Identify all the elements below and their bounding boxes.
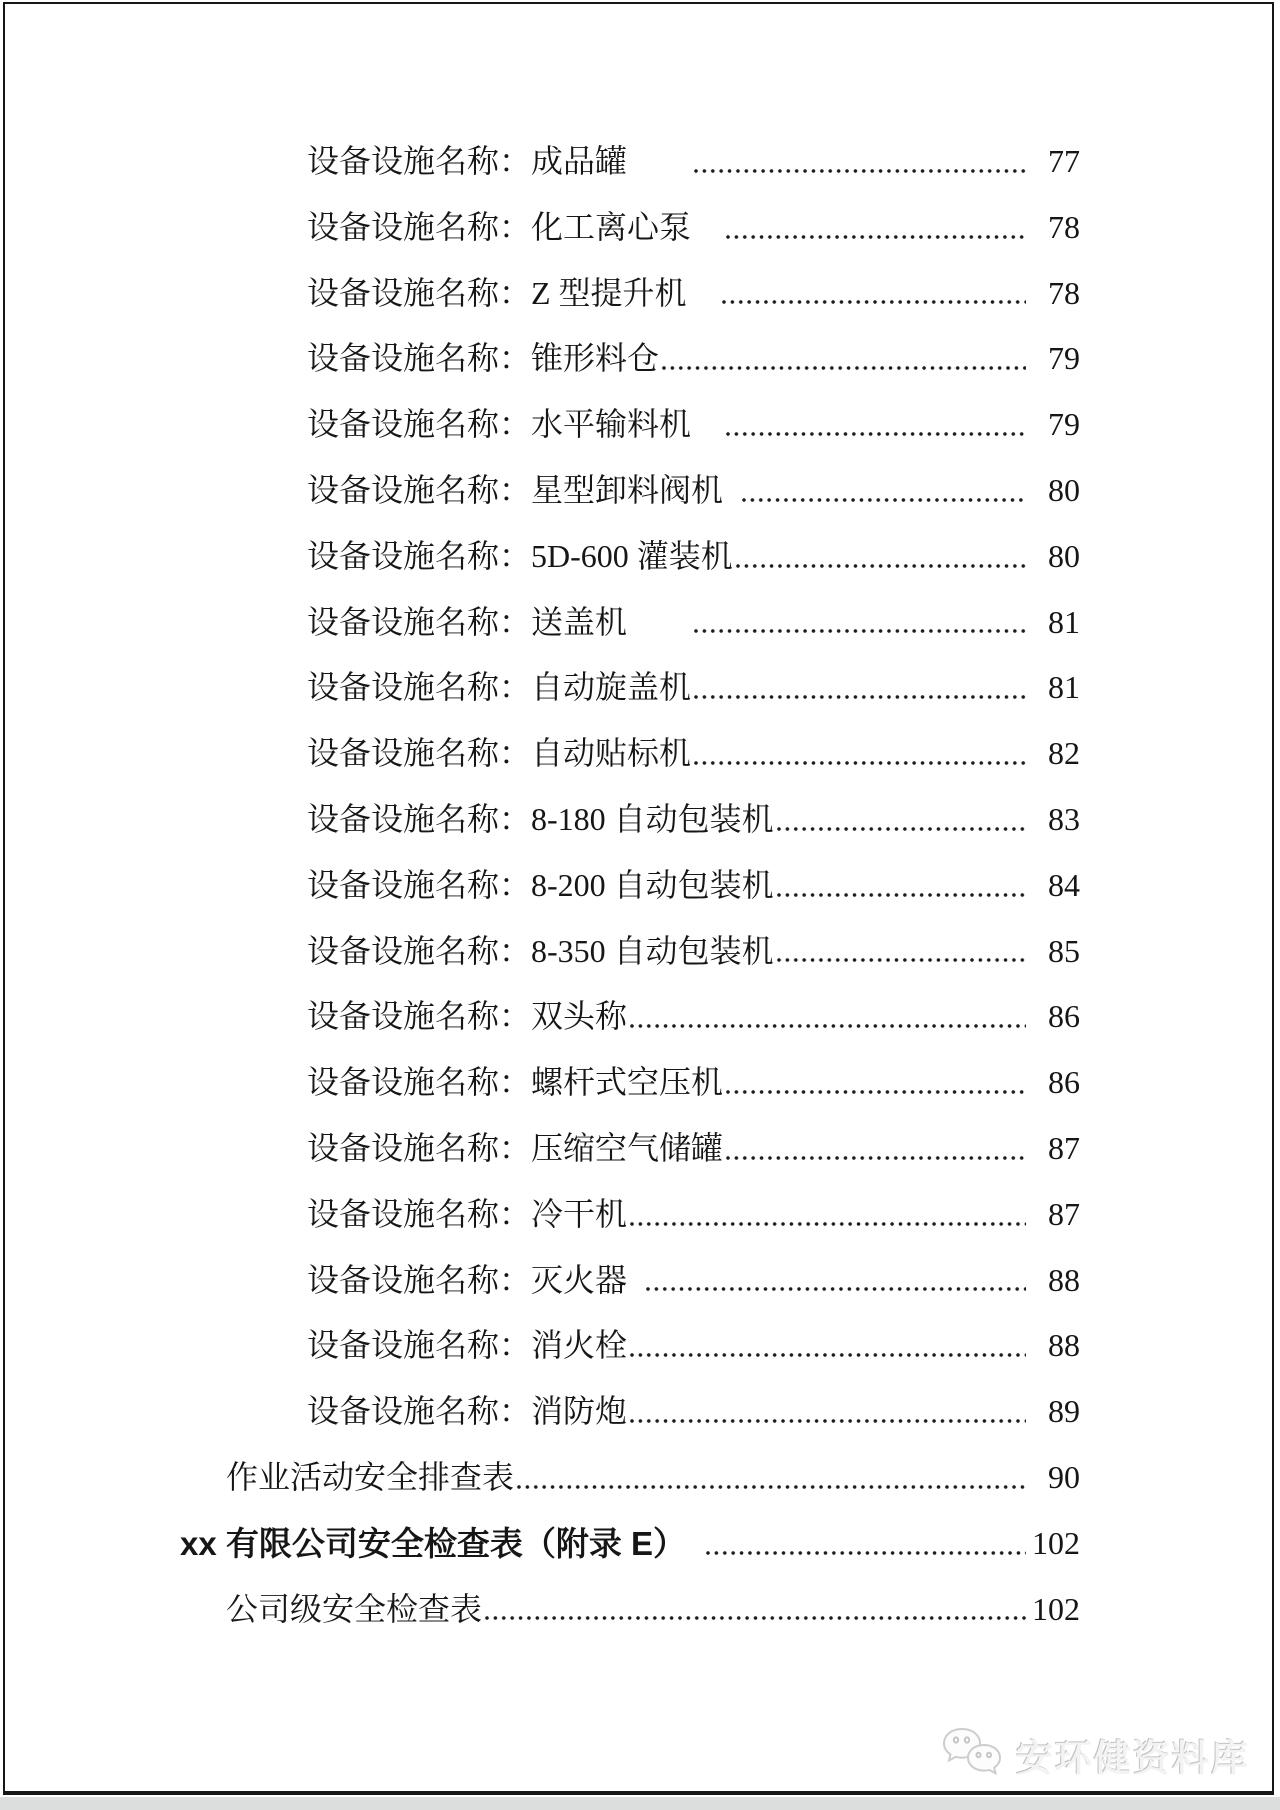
toc-entry-title: 设备设施名称：8-200 自动包装机	[307, 866, 774, 903]
toc-page-number: 85	[1048, 932, 1080, 969]
dot-leader	[777, 958, 1026, 962]
toc-page-number: 87	[1048, 1195, 1080, 1232]
toc-page-number: 81	[1048, 603, 1080, 640]
toc-page-number: 88	[1048, 1327, 1080, 1364]
toc-entry	[0, 721, 1080, 787]
toc-entry-title: 设备设施名称：双头称	[307, 998, 628, 1035]
toc-entry	[0, 195, 1080, 261]
dot-leader	[694, 629, 1026, 633]
dot-leader	[694, 695, 1026, 699]
dot-leader	[662, 366, 1026, 370]
dot-leader	[726, 432, 1026, 436]
toc-entry	[0, 590, 1080, 656]
toc-entry-title: 设备设施名称：冷干机	[307, 1195, 628, 1232]
toc-entry	[0, 787, 1080, 853]
toc-entry	[0, 1116, 1080, 1182]
dot-leader	[694, 169, 1026, 173]
toc-entry	[0, 655, 1080, 721]
toc-entry	[0, 984, 1080, 1050]
dot-leader	[726, 235, 1026, 239]
toc-page-number: 84	[1048, 866, 1080, 903]
toc-page-number: 83	[1048, 800, 1080, 837]
dot-leader	[742, 498, 1026, 502]
toc-page-number: 77	[1048, 143, 1080, 179]
toc-entry-title: 设备设施名称：星型卸料阀机	[307, 471, 740, 508]
toc-entry	[0, 1182, 1080, 1248]
dot-leader	[706, 1551, 1026, 1555]
toc-entry-title: 设备设施名称：送盖机	[307, 603, 692, 640]
toc-page-number: 86	[1048, 998, 1080, 1035]
toc-page-number: 102	[1032, 1590, 1080, 1627]
dot-leader	[722, 300, 1026, 304]
watermark	[940, 1722, 1250, 1788]
dot-leader	[517, 1485, 1026, 1489]
toc-entry	[0, 1313, 1080, 1379]
toc-entry	[0, 392, 1080, 458]
watermark-text: 安环健资料库	[1016, 1738, 1250, 1779]
toc-page-number: 79	[1048, 406, 1080, 443]
toc-entry	[0, 129, 1080, 195]
dot-leader	[736, 564, 1026, 568]
dot-leader	[630, 1222, 1026, 1226]
toc-page-number: 88	[1048, 1261, 1080, 1298]
toc-entry	[0, 1511, 1080, 1577]
toc-entry	[0, 326, 1080, 392]
toc-page-number: 78	[1048, 208, 1080, 245]
chat-bubbles-icon	[940, 1725, 1006, 1792]
dot-leader	[630, 1353, 1026, 1357]
toc-entry	[0, 458, 1080, 524]
toc-page-number: 86	[1048, 1064, 1080, 1101]
toc-entry-title: 设备设施名称：5D-600 灌装机	[307, 537, 733, 574]
toc-page-number: 81	[1048, 669, 1080, 706]
toc-entry-title: 公司级安全检查表	[226, 1590, 483, 1627]
toc-entry-title: 设备设施名称：8-180 自动包装机	[307, 800, 774, 837]
toc-entry-title: 设备设施名称：压缩空气储罐	[307, 1129, 724, 1166]
toc-entry-title: 设备设施名称：螺杆式空压机	[307, 1064, 724, 1101]
toc-page-number: 80	[1048, 537, 1080, 574]
footer-strip	[0, 1797, 1280, 1810]
toc-page-number: 89	[1048, 1393, 1080, 1430]
toc-entry-title: 设备设施名称：锥形料仓	[307, 340, 660, 377]
toc-page-number: 78	[1048, 274, 1080, 311]
dot-leader	[694, 761, 1026, 765]
dot-leader	[726, 1090, 1026, 1094]
toc-page-number: 79	[1048, 340, 1080, 377]
dot-leader	[646, 1287, 1026, 1291]
toc-entry-title: 设备设施名称：灭火器	[307, 1261, 644, 1298]
toc-entry-title: xx 有限公司安全检查表（附录 E）	[180, 1524, 703, 1562]
toc-entry	[0, 1379, 1080, 1445]
toc-entry-title: 设备设施名称：水平输料机	[307, 406, 724, 443]
toc-page-number: 82	[1048, 735, 1080, 772]
dot-leader	[726, 1156, 1026, 1160]
toc-entry	[0, 919, 1080, 985]
toc-entry	[0, 524, 1080, 590]
toc-entry-title: 作业活动安全排查表	[226, 1458, 515, 1495]
toc-entry-title: 设备设施名称：Z 型提升机	[307, 274, 719, 311]
toc-entry-title: 设备设施名称：8-350 自动包装机	[307, 932, 774, 969]
toc-entry	[0, 1248, 1080, 1314]
toc-entry	[0, 1445, 1080, 1511]
toc-entry-title: 设备设施名称：消火栓	[307, 1327, 628, 1364]
dot-leader	[777, 893, 1026, 897]
toc-entry-title: 设备设施名称：消防炮	[307, 1393, 628, 1430]
toc-entry-title: 设备设施名称：自动旋盖机	[307, 669, 692, 706]
toc-entry-title: 设备设施名称：成品罐	[307, 143, 692, 179]
table-of-contents	[0, 129, 1080, 1642]
toc-page-number: 80	[1048, 471, 1080, 508]
toc-page-number: 90	[1048, 1458, 1080, 1495]
toc-page-number: 87	[1048, 1129, 1080, 1166]
dot-leader	[630, 1024, 1026, 1028]
dot-leader	[630, 1419, 1026, 1423]
toc-entry	[0, 853, 1080, 919]
toc-entry-title: 设备设施名称：自动贴标机	[307, 735, 692, 772]
toc-entry	[0, 261, 1080, 327]
dot-leader	[777, 827, 1026, 831]
toc-entry	[0, 1577, 1080, 1643]
toc-page-number: 102	[1032, 1524, 1080, 1561]
toc-entry-title: 设备设施名称：化工离心泵	[307, 208, 724, 245]
toc-entry	[0, 1050, 1080, 1116]
dot-leader	[485, 1616, 1026, 1620]
